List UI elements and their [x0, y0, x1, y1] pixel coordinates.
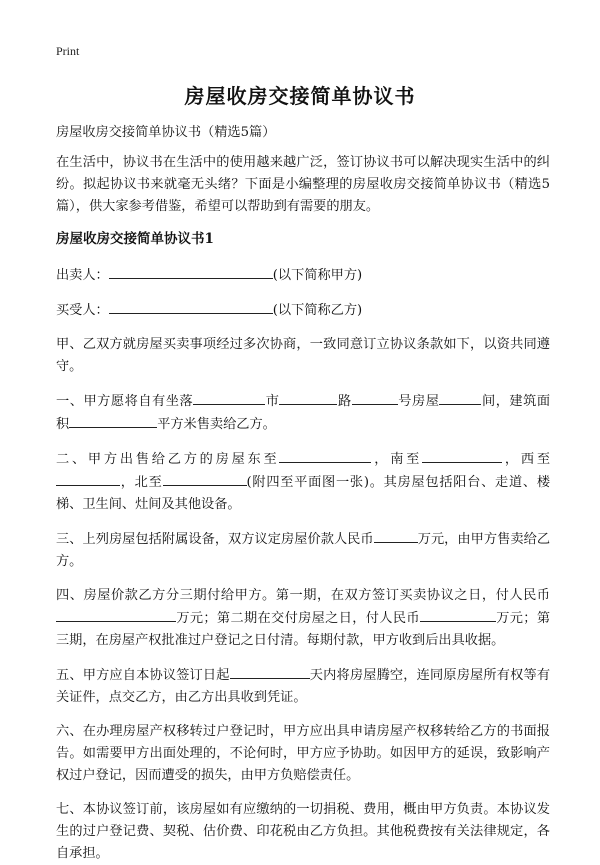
clause-5-text: 五、甲方应自本协议签订日起: [56, 668, 230, 683]
blank: [279, 448, 371, 463]
intro-paragraph: 在生活中，协议书在生活中的使用越来越广泛，签订协议书可以解决现实生活中的纠纷。拟起协议书来就毫无头绪？下面是小编整理的房屋收房交接简单协议书（精选5篇），供大家参考借鉴，希望可以帮助到有需要的朋友。: [56, 155, 550, 214]
clause-2-text: (附四至平面图一张)。其房屋包括阳台、走道、楼梯、卫生间、灶间及其他设备。: [56, 475, 551, 512]
clause-3: [56, 528, 550, 573]
blank: [193, 390, 265, 405]
clause-5: [56, 664, 550, 709]
clause-4-text: 四、房屋价款乙方分三期付给甲方。第一期，在双方签订买卖协议之日，付人民币: [56, 588, 550, 603]
buyer-blank: [109, 299, 273, 314]
clause-2: [56, 448, 550, 516]
blank: [279, 390, 337, 405]
buyer-suffix: (以下简称乙方): [272, 303, 363, 318]
clause-1-text: 路: [337, 394, 352, 409]
buyer-label: 买受人：: [56, 303, 109, 318]
seller-suffix: (以下简称甲方): [272, 268, 363, 283]
document-body: [56, 122, 550, 865]
document-title: 房屋收房交接简单协议书: [184, 84, 416, 108]
clause-1-text: 平方米售卖给乙方。: [157, 417, 276, 432]
clause-2-text: ，西至: [502, 452, 551, 467]
blank: [56, 607, 176, 622]
print-label[interactable]: Print: [56, 44, 80, 58]
clause-1-text: 间，建筑面积: [56, 394, 551, 432]
blank: [69, 413, 157, 428]
blank: [230, 664, 310, 679]
clause-2-text: ，南至: [371, 452, 423, 467]
preamble-paragraph: 甲、乙双方就房屋买卖事项经过多次协商，一致同意订立协议条款如下，以资共同遵守。: [56, 337, 550, 374]
buyer-line: [56, 299, 550, 322]
blank: [439, 390, 481, 405]
clause-4: [56, 585, 550, 652]
blank: [163, 471, 247, 486]
blank: [56, 471, 120, 486]
clause-2-text: 二、甲方出售给乙方的房屋东至: [56, 452, 280, 467]
clause-1-text: 市: [265, 394, 280, 409]
clause-3-text: 万元，由甲方售卖给乙方。: [56, 532, 551, 569]
seller-blank: [109, 264, 273, 279]
clause-5-text: 天内将房屋腾空，连同原房屋所有权等有关证件，点交乙方，由乙方出具收到凭证。: [56, 668, 551, 705]
clause-3-text: 三、上列房屋包括附属设备，双方议定房屋价款人民币: [56, 532, 374, 547]
seller-label: 出卖人：: [56, 268, 109, 283]
seller-line: [56, 264, 550, 287]
clause-1: [56, 390, 550, 436]
blank: [420, 607, 496, 622]
clause-1-text: 号房屋: [397, 394, 440, 409]
clause-1-text: 一、甲方愿将自有坐落: [56, 394, 194, 409]
clause-7: 七、本协议签订前，该房屋如有应缴纳的一切捐税、费用，概由甲方负责。本协议发生的过户登记费、契税、估价费、印花税由乙方负担。其他税费按有关法律规定，各自承担。: [56, 802, 550, 861]
document-subtitle: 房屋收房交接简单协议书（精选5篇）: [56, 125, 276, 140]
blank: [422, 448, 502, 463]
section-heading: 房屋收房交接简单协议书1: [56, 231, 214, 247]
blank: [352, 390, 398, 405]
clause-2-text: ，北至: [120, 475, 163, 490]
blank: [374, 528, 418, 543]
clause-4-text: 万元；第二期在交付房屋之日，付人民币: [176, 611, 420, 626]
clause-4-text: 万元；第三期，在房屋产权批准过户登记之日付清。每期付款，甲方收到后出具收据。: [56, 611, 551, 648]
clause-6: 六、在办理房屋产权移转过户登记时，甲方应出具申请房屋产权移转给乙方的书面报告。如需要甲方出面处理的，不论何时，甲方应予协助。如因甲方的延误，致影响产权过户登记，因而遭受的损失，由甲方负赔偿责任。: [56, 724, 550, 783]
